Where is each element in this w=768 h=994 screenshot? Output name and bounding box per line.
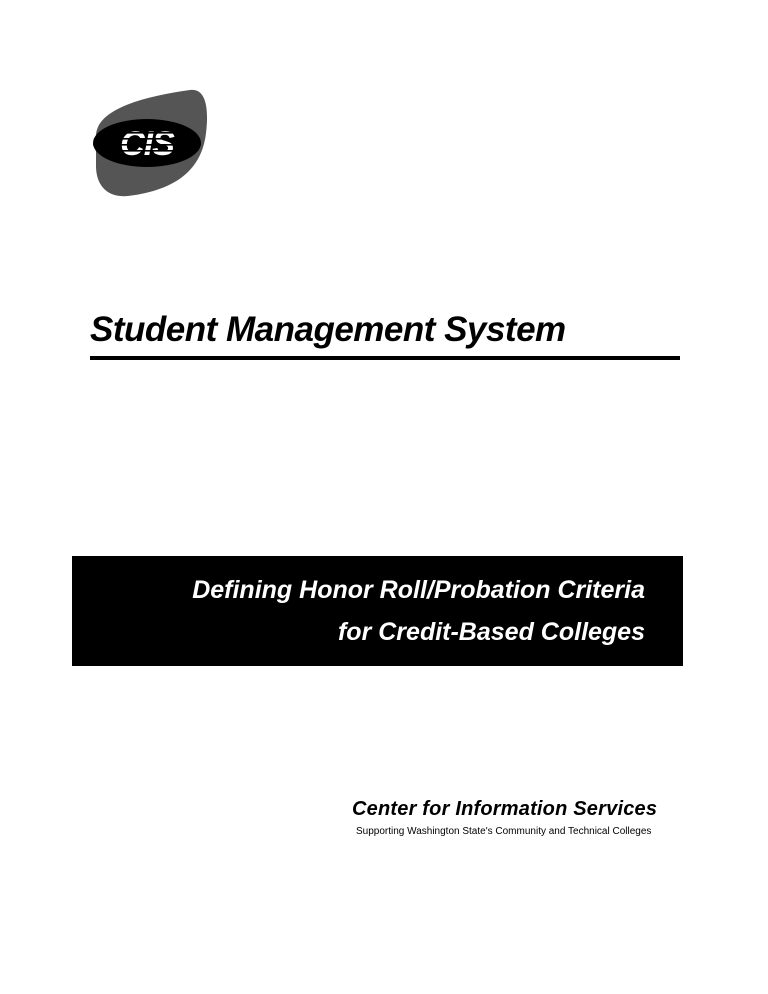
document-title-line-2: for Credit-Based Colleges (337, 618, 645, 646)
organization-tagline: Supporting Washington State's Community and Technical Colleges (356, 826, 652, 837)
document-title-line-1: Defining Honor Roll/Probation Criteria (192, 576, 645, 604)
document-title-banner (72, 556, 683, 666)
cis-logo (88, 88, 210, 198)
organization-name: Center for Information Services (352, 798, 658, 820)
title-underline-rule (90, 356, 680, 360)
cis-logo-graphic (88, 88, 210, 198)
system-title: Student Management System (90, 310, 566, 349)
